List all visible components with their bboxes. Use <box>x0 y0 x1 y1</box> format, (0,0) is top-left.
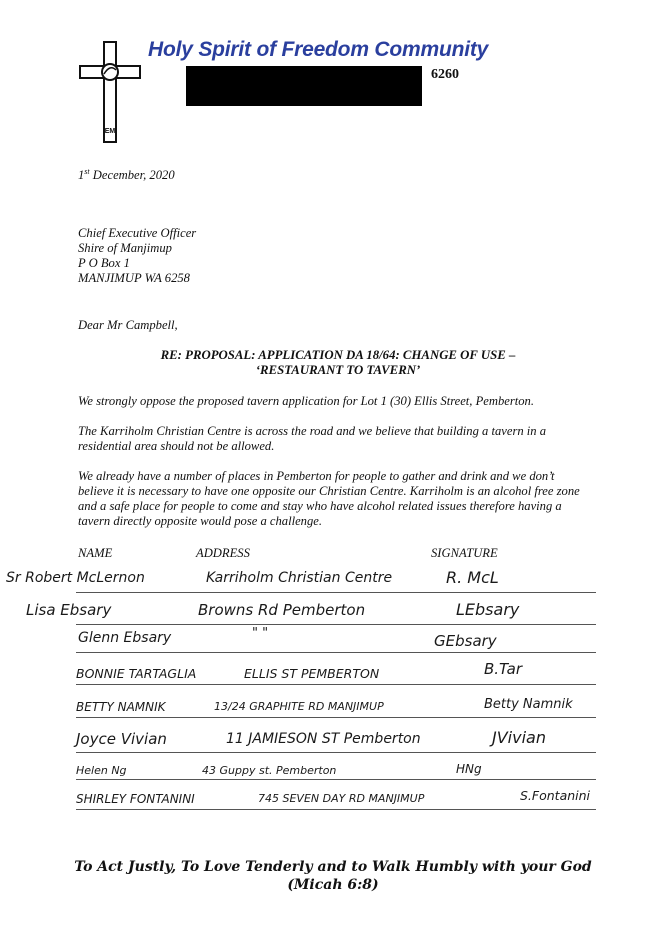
row-address: 11 JAMIESON ST Pemberton <box>226 731 421 747</box>
recipient-line: MANJIMUP WA 6258 <box>78 271 190 285</box>
row-signature: JVivian <box>492 728 546 747</box>
date-suffix: st <box>84 167 90 176</box>
row-name: Helen Ng <box>76 764 127 777</box>
row-rule <box>76 752 596 753</box>
row-name: Sr Robert McLernon <box>6 570 145 586</box>
row-signature: R. McL <box>446 568 499 587</box>
paragraph: We strongly oppose the proposed tavern application for Lot 1 (30) Ellis Street, Pemberton. <box>78 394 535 408</box>
row-signature: HNg <box>456 762 482 776</box>
column-header-name: NAME <box>78 546 113 560</box>
row-name: BETTY NAMNIK <box>76 700 166 714</box>
row-address: Browns Rd Pemberton <box>198 601 366 619</box>
column-header-address: ADDRESS <box>196 546 250 560</box>
recipient-line: Shire of Manjimup <box>78 241 172 255</box>
row-rule <box>76 592 596 593</box>
column-header-signature: SIGNATURE <box>431 546 498 560</box>
row-signature: LEbsary <box>456 600 520 619</box>
row-rule <box>76 809 596 810</box>
row-rule <box>76 624 596 625</box>
row-name: SHIRLEY FONTANINI <box>76 792 195 806</box>
row-address: 43 Guppy st. Pemberton <box>202 764 337 777</box>
row-signature: GEbsary <box>434 632 497 650</box>
row-name: Joyce Vivian <box>76 730 167 748</box>
row-address: 745 SEVEN DAY RD MANJIMUP <box>258 792 425 805</box>
row-signature: Betty Namnik <box>484 697 573 712</box>
row-name: Lisa Ebsary <box>26 601 112 619</box>
footer-line-1: To Act Justly, To Love Tenderly and to Walk Humbly with your God <box>74 859 592 875</box>
row-rule <box>76 652 596 653</box>
row-address: 13/24 GRAPHITE RD MANJIMUP <box>214 700 384 713</box>
letter-date <box>78 164 175 183</box>
row-rule <box>76 717 596 718</box>
row-rule <box>76 779 596 780</box>
footer-line-2: (Micah 6:8) <box>287 877 379 893</box>
row-name: Glenn Ebsary <box>78 630 172 646</box>
subject-line-1: RE: PROPOSAL: APPLICATION DA 18/64: CHANGE OF USE – <box>160 348 516 362</box>
footer-motto <box>40 858 626 894</box>
redacted-address <box>186 66 422 106</box>
logo-letters: EM <box>104 128 116 135</box>
row-signature: B.Tar <box>484 660 523 678</box>
recipient-block <box>78 226 196 286</box>
salutation: Dear Mr Campbell, <box>78 318 178 332</box>
paragraph: The Karriholm Christian Centre is across the road and we believe that building a tavern in a residential area should not be allowed. <box>78 424 547 453</box>
row-address: " " <box>252 626 269 641</box>
date-rest: December, 2020 <box>89 168 175 183</box>
postcode: 6260 <box>431 67 459 82</box>
row-signature: S.Fontanini <box>520 788 591 803</box>
recipient-line: Chief Executive Officer <box>78 226 197 240</box>
row-rule <box>76 684 596 685</box>
row-address: Karriholm Christian Centre <box>206 570 393 586</box>
row-address: ELLIS ST PEMBERTON <box>244 666 380 681</box>
paragraph: We already have a number of places in Pemberton for people to gather and drink and we don’t believe it is necessary to have one opposite our Christian Centre. Karriholm is an alcohol free zone and a safe place for people to come and stay who have alcohol related issues therefore having a tavern directly opposite would pose a challenge. <box>78 469 580 528</box>
recipient-line: P O Box 1 <box>78 256 130 270</box>
organisation-title: Holy Spirit of Freedom Community <box>148 38 489 61</box>
community-logo <box>78 40 142 144</box>
date-day: 1 <box>78 168 85 183</box>
row-name: BONNIE TARTAGLIA <box>76 666 197 681</box>
subject-line-2: ‘RESTAURANT TO TAVERN’ <box>255 363 421 377</box>
subject-heading <box>78 348 598 378</box>
